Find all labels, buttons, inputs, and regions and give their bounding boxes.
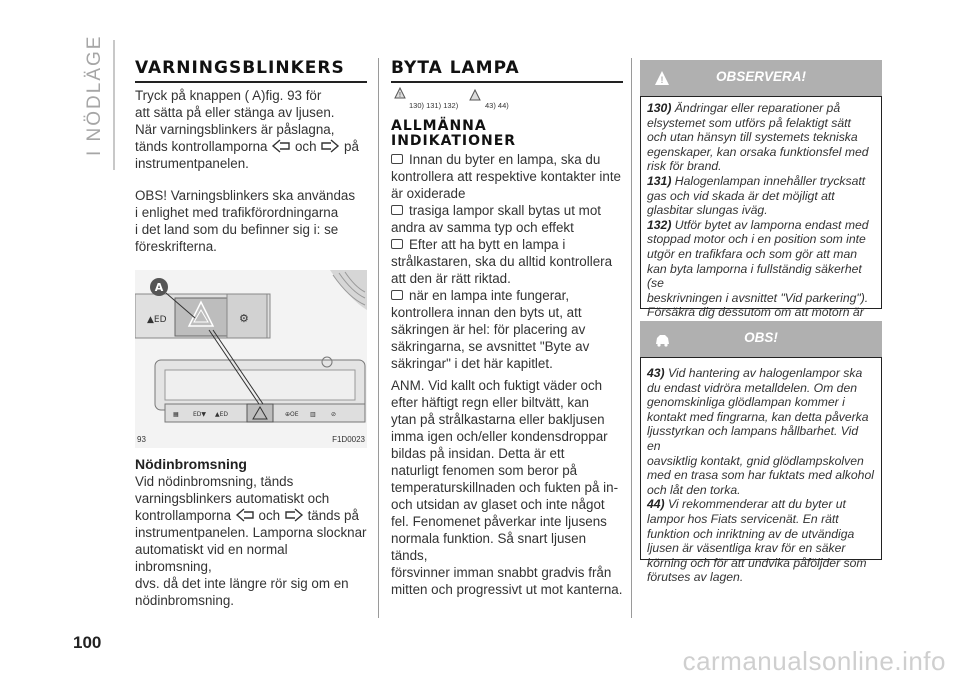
svg-text:▥: ▥ [310, 411, 316, 418]
bullet-list: Innan du byter en lampa, ska du kontrollera att respektive kontakter inte är oxiderade trasiga lampor skall bytas ut mot andra av samma typ och effekt Efter att ha bytt en lampa i strålkastaren, ska du alltid kontrollera att den är rätt riktad. när en lampa inte fungerar, kontrollera innan den byts ut, att säkringen är hel: för placering av säkringarna, se avsnittet "Byte av säkringar" i det här kapitlet. [391, 152, 621, 371]
paragraph: Tryck på knappen ( A)fig. 93 för att sätta på eller stänga av ljusen. När varningsblinkers är påslagna, tänds kontrollamporna och på instrumentpanelen. [135, 88, 359, 171]
chapter-tab [80, 34, 110, 170]
section-title: VARNINGSBLINKERS [135, 58, 345, 78]
turn-signal-right-icon [284, 508, 304, 522]
reference-row [391, 83, 623, 113]
watermark: carmanualsonline.info [682, 646, 946, 676]
note-text: 43) Vid hantering av halogenlampor ska du endast vidröra metalldelen. Om den genomskinliga glödlampan kommer i kontakt med fingrarna, kan detta påverka ljusstyrkan och lampans hållbarhet. Vid en oavsiktlig kontakt, gnid glödlampskolven med en trasa som har fuktats med alkohol och låt den torka. 44) Vi rekommenderar att du byter ut lampor hos Fiats servicenät. En rätt funktion och inriktning av de utvändiga ljusen är väsentliga krav för en säker körning och för att undvika påföljder som förutses av lagen. [647, 366, 874, 585]
bullet-icon [391, 205, 403, 215]
caution-box [640, 357, 882, 585]
figure-number: 93 [137, 435, 146, 444]
chapter-tab-rule [113, 40, 115, 170]
figure-93 [135, 270, 367, 448]
turn-signal-left-icon [271, 139, 291, 153]
section-title: BYTA LAMPA [391, 58, 520, 78]
column-divider [378, 58, 379, 618]
paragraph: Vid nödinbromsning, tänds varningsblinkers automatiskt och kontrollamporna och tänds på instrumentpanelen. Lamporna slocknar automatiskt vid en normal inbromsning, dvs. då det inte längre rör sig om en nödinbromsning. [135, 474, 367, 608]
title-rule [135, 81, 367, 83]
turn-signal-right-icon [320, 139, 340, 153]
caution-box-header [640, 321, 882, 357]
svg-text:!: ! [660, 75, 664, 85]
dashboard-illustration [135, 270, 367, 448]
warning-box [640, 96, 882, 320]
chapter-tab-label: I NÖDLÄGE [84, 34, 105, 156]
warning-box-header [640, 60, 882, 96]
subsection-title: ALLMÄNNA INDIKATIONER [391, 118, 517, 149]
paragraph: ANM. Vid kallt och fuktigt väder och efter häftigt regn eller biltvätt, kan ytan på strålkastarna eller bakljusen imma igen och/eller kondensdroppar bildas på insidan. Detta är ett naturligt fenomen som beror på temperaturskillnaden och fukten på in- och utsidan av glaset och inte något fel. Fenomenet påverkar inte ljusens normala funktion. Så snart ljusen tänds, försvinner imman snabbt gradvis från mitten och progressivt ut mot kanterna. [391, 378, 623, 597]
bullet-icon [391, 290, 403, 300]
page-number: 100 [73, 633, 102, 652]
svg-text:⊕OE: ⊕OE [285, 411, 299, 418]
svg-text:▦: ▦ [173, 411, 179, 418]
note-text: 130) Ändringar eller reparationer på elsystemet som utförs på felaktigt sätt och utan hänsyn till systemets tekniska egenskaper, kan orsaka funktionsfel med risk för brand. 131) Halogenlampan innehåller trycksatt gas och vid skada är det möjligt att glasbitar slungas iväg. 132) Utför bytet av lamporna endast med stoppad motor och i en position som inte utgör en trafikfara och som gör att man kan byta lamporna i fullständig säkerhet (se beskrivningen i avsnittet "Vid parkering"). Försäkra dig dessutom om att motorn är [647, 101, 869, 320]
left-column-lower [135, 456, 367, 609]
paragraph: OBS! Varningsblinkers ska användas i enlighet med trafikförordningarna i det land som du befinner sig i: se föreskrifterna. [135, 188, 356, 254]
bullet-icon [391, 239, 403, 249]
svg-text:!: ! [399, 92, 401, 99]
column-divider [631, 58, 632, 618]
warning-hand-icon [393, 86, 407, 100]
figure-code: F1D0023 [332, 435, 365, 444]
subsection-title: Nödinbromsning [135, 456, 247, 472]
warning-box-title: OBSERVERA! [715, 69, 806, 84]
caution-references: 43) 44) [485, 101, 509, 110]
caution-box-title: OBS! [744, 330, 778, 345]
svg-text:▲ED: ▲ED [215, 411, 229, 418]
bullet-icon [391, 154, 403, 164]
svg-text:▲ED: ▲ED [147, 315, 167, 325]
figure-callout: A [154, 281, 164, 294]
left-column [135, 58, 367, 255]
svg-text:ED▼: ED▼ [193, 411, 207, 418]
caution-icon [469, 89, 481, 101]
warning-references: 130) 131) 132) [409, 101, 459, 110]
svg-text:⊘: ⊘ [331, 411, 337, 418]
svg-text:⚙: ⚙ [239, 312, 249, 325]
middle-column [391, 58, 623, 598]
turn-signal-left-icon [235, 508, 255, 522]
